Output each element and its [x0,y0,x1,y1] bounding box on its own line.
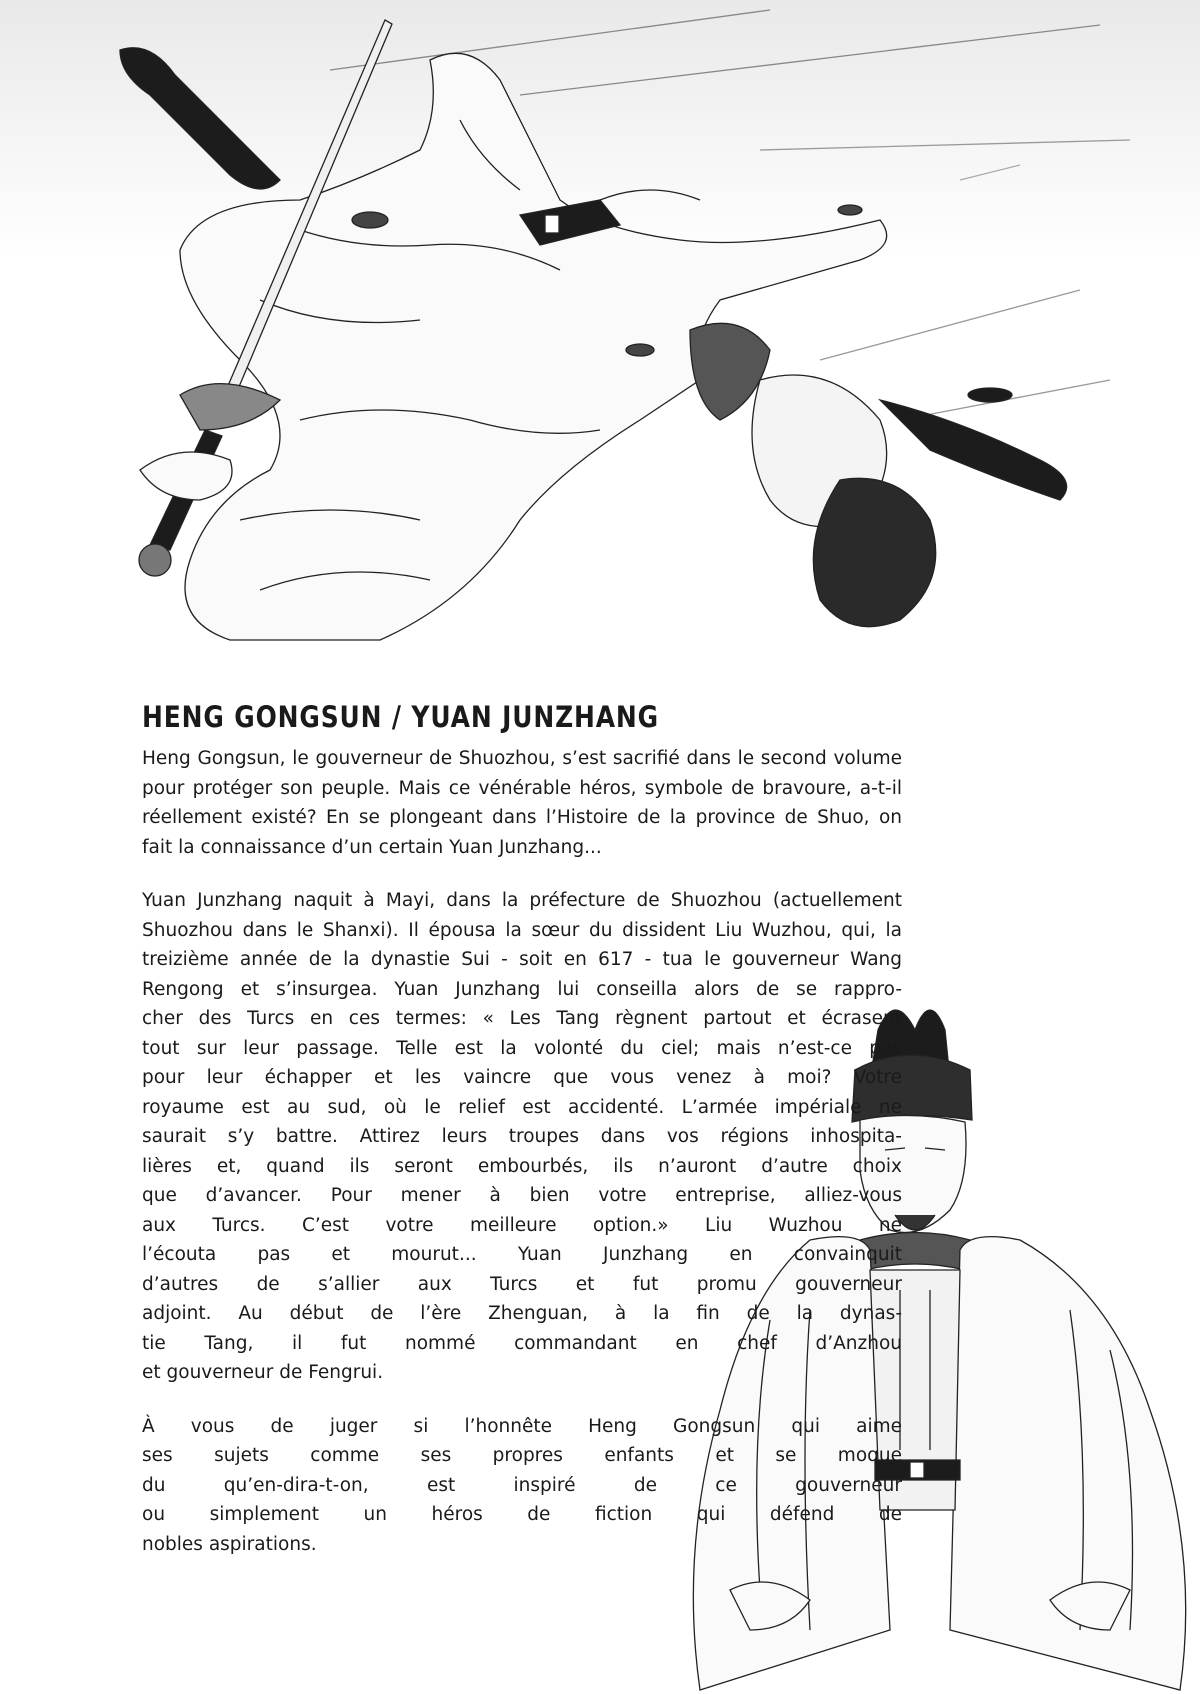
paragraph [142,1412,902,1560]
text-line: Yuan Junzhang naquit à Mayi, dans la préfecture de Shuozhou (actuellement [142,890,902,911]
text-line: tout sur leur passage. Telle est la volonté du ciel; mais n’est-ce pas [142,1037,902,1059]
text-line: nobles aspirations. [142,1533,317,1555]
text-line: et gouverneur de Fengrui. [142,1362,384,1383]
text-line: lières et, quand ils seront embourbés, ils n’auront d’autre choix [142,1155,902,1177]
text-line: que d’avancer. Pour mener à bien votre entreprise, alliez-vous [142,1185,902,1206]
article-body [142,744,902,1559]
text-line: du qu’en-dira-t-on, est inspiré de ce gouverneur [142,1474,902,1496]
fallen-governor-illustration [0,0,1200,660]
article [142,700,902,1583]
text-line: d’autres de s’allier aux Turcs et fut promu gouverneur [142,1273,902,1295]
text-line: réellement existé? En se plongeant dans l’Histoire de la province de Shuo, on [142,807,902,828]
text-line: saurait s’y battre. Attirez leurs troupes dans vos régions inhospita- [142,1126,902,1147]
article-title: HENG GONGSUN / YUAN JUNZHANG [142,700,660,734]
text-line: Shuozhou dans le Shanxi). Il épousa la sœur du dissident Liu Wuzhou, qui, la [142,919,902,941]
text-line: aux Turcs. C’est votre meilleure option.» Liu Wuzhou ne [142,1214,902,1236]
paragraph [142,886,902,1388]
text-line: Heng Gongsun, le gouverneur de Shuozhou, s’est sacrifié dans le second volume [142,748,902,769]
text-line: À vous de juger si l’honnête Heng Gongsun qui aime [142,1415,902,1437]
text-line: cher des Turcs en ces termes: « Les Tang règnent partout et écrasent [142,1008,902,1029]
text-line: ses sujets comme ses propres enfants et se moque [142,1445,902,1466]
text-line: treizième année de la dynastie Sui - soit en 617 - tua le gouverneur Wang [142,949,902,970]
text-line: Rengong et s’insurgea. Yuan Junzhang lui conseilla alors de se rappro- [142,978,902,1000]
text-line: l’écouta pas et mourut... Yuan Junzhang en convainquit [142,1244,902,1265]
text-line: pour leur échapper et les vaincre que vous venez à moi? Votre [142,1067,902,1088]
paragraph [142,744,902,862]
text-line: pour protéger son peuple. Mais ce vénérable héros, symbole de bravoure, a-t-il [142,777,902,799]
text-line: royaume est au sud, où le relief est accidenté. L’armée impériale ne [142,1096,902,1118]
text-line: tie Tang, il fut nommé commandant en chef d’Anzhou [142,1332,902,1354]
text-line: ou simplement un héros de fiction qui défend de [142,1504,902,1525]
text-line: fait la connaissance d’un certain Yuan Junzhang... [142,836,602,858]
text-line: adjoint. Au début de l’ère Zhenguan, à la fin de la dynas- [142,1303,902,1324]
